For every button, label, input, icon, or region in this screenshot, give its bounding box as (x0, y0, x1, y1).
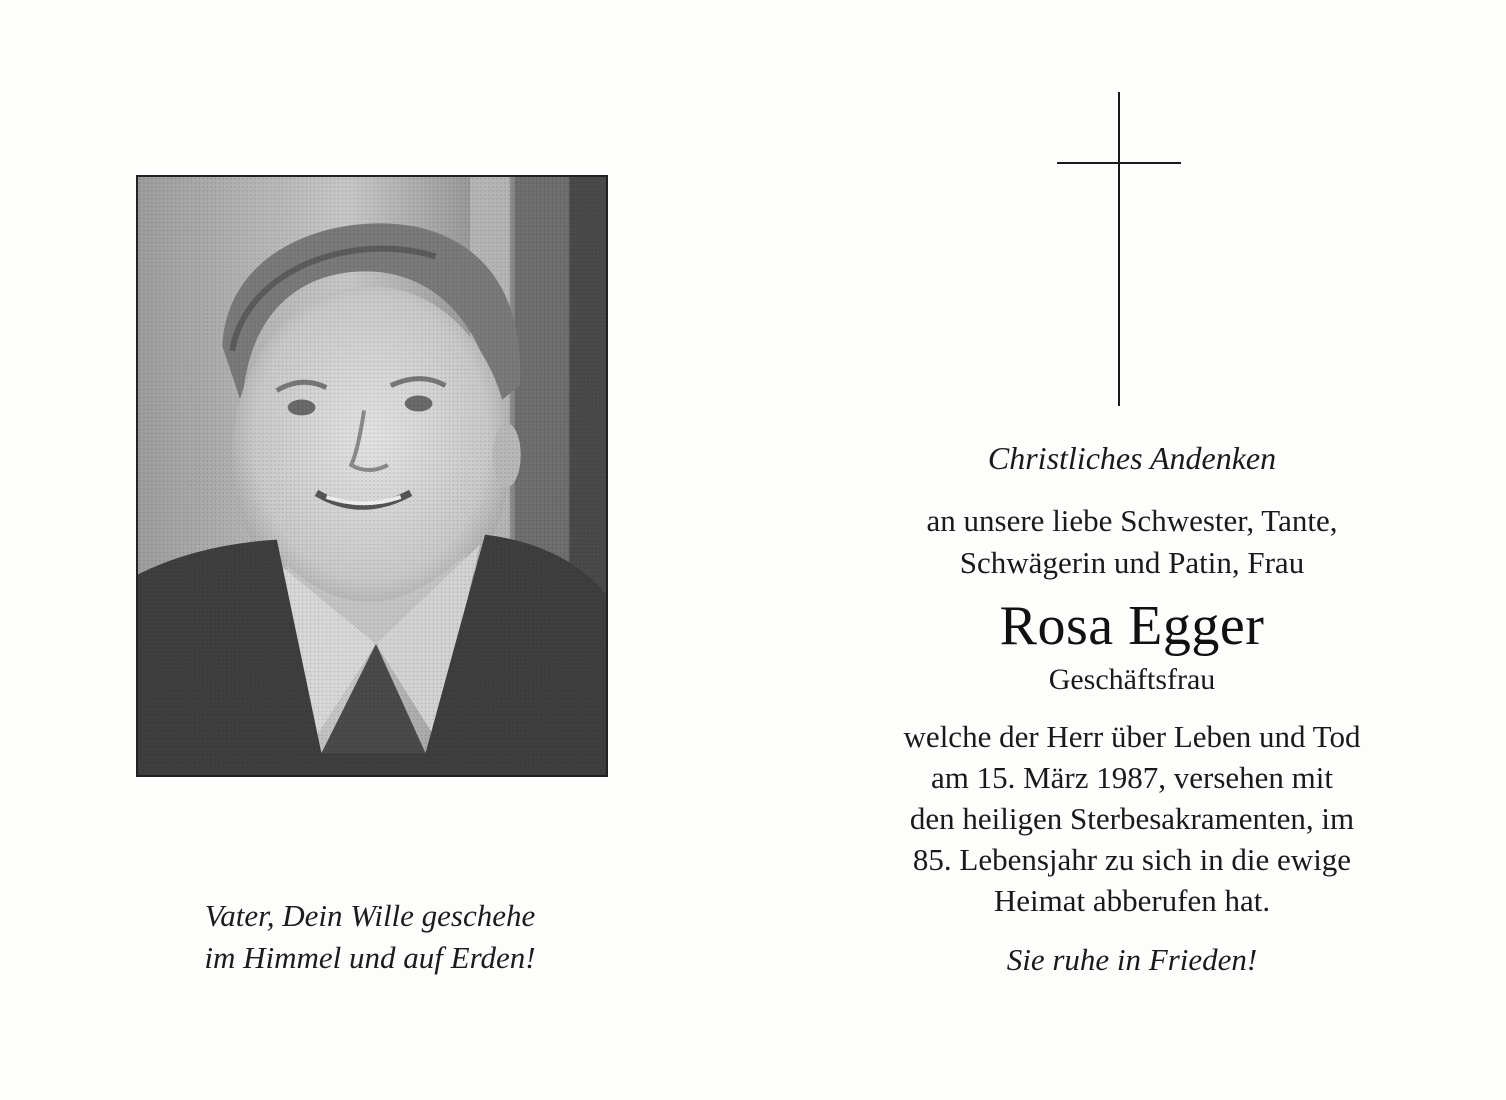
cross-vertical-bar (1118, 92, 1120, 406)
verse-line: im Himmel und auf Erden! (204, 940, 536, 975)
portrait-image (138, 177, 606, 775)
intro-line: an unsere liebe Schwester, Tante, (926, 503, 1338, 538)
body-line: den heiligen Sterbesakramenten, im (909, 801, 1355, 836)
memorial-body (830, 716, 1434, 921)
latin-cross-icon (1057, 92, 1181, 406)
memorial-heading: Christliches Andenken (987, 440, 1277, 476)
intro-line: Schwägerin und Patin, Frau (959, 545, 1305, 580)
memorial-text (830, 436, 1434, 981)
body-line: Heimat abberufen hat. (993, 883, 1271, 918)
body-line: welche der Herr über Leben und Tod (903, 719, 1361, 754)
cross-horizontal-bar (1057, 162, 1181, 164)
body-line: 85. Lebensjahr zu sich in die ewige (912, 842, 1352, 877)
portrait-photo (136, 175, 608, 777)
verse-left (100, 895, 640, 979)
body-line: am 15. März 1987, versehen mit (930, 760, 1334, 795)
closing-blessing: Sie ruhe in Frieden! (1006, 942, 1258, 977)
memorial-intro (830, 500, 1434, 584)
occupation: Geschäftsfrau (1048, 663, 1216, 696)
verse-line: Vater, Dein Wille geschehe (204, 898, 536, 933)
deceased-name: Rosa Egger (999, 595, 1265, 657)
